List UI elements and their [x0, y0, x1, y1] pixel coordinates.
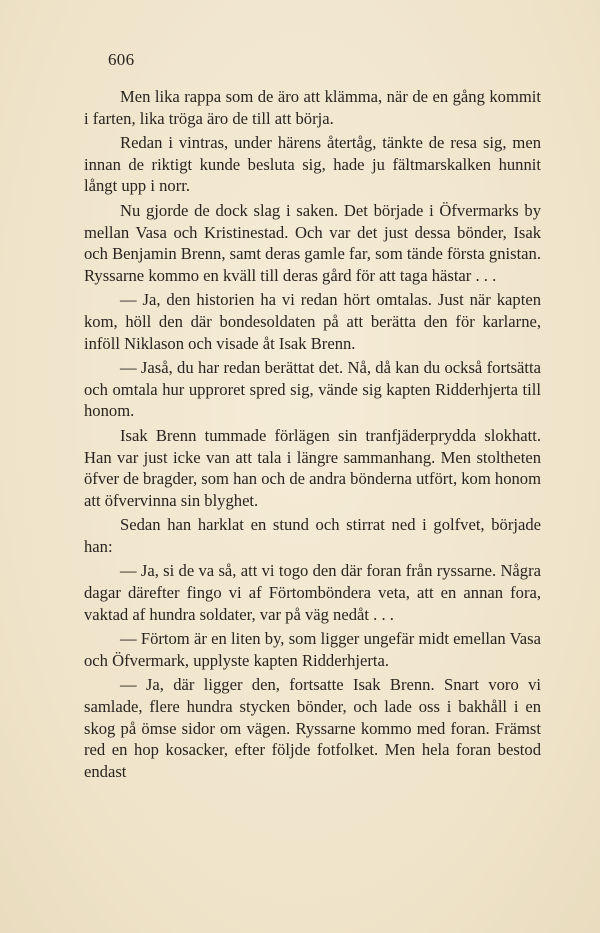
paragraph: Redan i vintras, under härens återtåg, tänkte de resa sig, men innan de riktigt kunde besluta sig, hade ju fältmarskalken hunnit långt upp i norr. — [84, 133, 541, 196]
paragraph: — Ja, där ligger den, fortsatte Isak Brenn. Snart voro vi samlade, flere hundra stycken bönder, och lade oss i bakhåll i en skog på ömse sidor om vägen. Ryssarne kommo med foran. Främst red en hop kosacker, efter följde fotfolket. Men hela foran bestod endast — [84, 675, 541, 781]
paragraph: — Ja, den historien ha vi redan hört omtalas. Just när kapten kom, höll den där bondesoldaten på att berätta den för karlarne, inföll Niklason och visade åt Isak Brenn. — [84, 290, 541, 353]
paragraph: — Ja, si de va så, att vi togo den där foran från ryssarne. Några dagar därefter fingo vi af Förtomböndera veta, att en annan fora, vaktad af hundra soldater, var på väg nedåt . . . — [84, 561, 541, 624]
paragraph: Isak Brenn tummade förlägen sin tranfjäderprydda slokhatt. Han var just icke van att tala i längre sammanhang. Men stoltheten öfver de bragder, som han och de andra bönderna utfört, kom honom att öfvervinna sin blyghet. — [84, 425, 541, 510]
paragraph: — Förtom är en liten by, som ligger ungefär midt emellan Vasa och Öfvermark, upplyste kapten Ridderhjerta. — [84, 629, 541, 670]
paragraph: — Jaså, du har redan berättat det. Nå, då kan du också fortsätta och omtala hur upproret spred sig, vände sig kapten Ridderhjerta till honom. — [84, 358, 541, 421]
page-number: 606 — [108, 50, 135, 69]
body-text — [84, 86, 541, 785]
paragraph: Men lika rappa som de äro att klämma, när de en gång kommit i farten, lika tröga äro de till att börja. — [84, 87, 541, 128]
paragraph: Nu gjorde de dock slag i saken. Det började i Öfvermarks by mellan Vasa och Kristinestad. Och var det just dessa bönder, Isak och Benjamin Brenn, samt deras gamle far, som tände första gnistan. Ryssarne kommo en kväll till deras gård för att taga hästar . . . — [84, 200, 541, 285]
paragraph: Sedan han harklat en stund och stirrat ned i golfvet, började han: — [84, 515, 541, 556]
